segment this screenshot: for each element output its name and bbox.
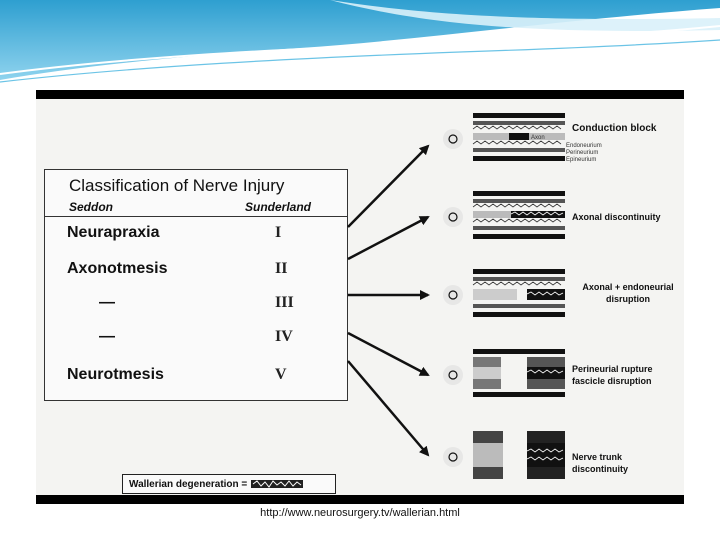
arrow-to-perineurial-rupture — [348, 333, 428, 375]
seddon-column-header: Seddon — [69, 200, 113, 214]
figure-frame — [36, 90, 684, 504]
seddon-grade: — — [99, 294, 115, 311]
seddon-grade: Axonotmesis — [67, 260, 168, 277]
source-url: http://www.neurosurgery.tv/wallerian.html — [260, 507, 460, 519]
arrow-to-conduction-block — [348, 146, 428, 227]
wallerian-legend-label: Wallerian degeneration = — [129, 478, 248, 490]
arrow-to-trunk-discontinuity — [348, 361, 428, 455]
seddon-grade: Neurapraxia — [67, 224, 160, 241]
nerve-stage-conduction-block — [431, 111, 571, 171]
sunderland-grade: II — [275, 260, 288, 277]
nerve-stage-endoneurial-disruption — [431, 267, 571, 327]
epineurium-label: Epineurium — [566, 157, 597, 163]
sunderland-grade: V — [275, 366, 287, 383]
sunderland-grade: IV — [275, 328, 293, 345]
stage-label-trunk-discontinuity: Nerve trunk discontinuity — [572, 452, 628, 474]
stage-label-endoneurial-disruption: Axonal + endoneurial disruption — [582, 282, 674, 304]
axon-label: Axon — [531, 135, 545, 141]
sunderland-grade: I — [275, 224, 282, 241]
perineurium-label: Perineurium — [566, 150, 599, 156]
endoneurium-label: Endoneurium — [566, 143, 602, 149]
nerve-stage-perineurial-rupture — [431, 347, 571, 407]
seddon-grade: Neurotmesis — [67, 366, 164, 383]
arrow-to-axonal-discontinuity — [348, 217, 428, 259]
nerve-stage-trunk-discontinuity — [431, 429, 571, 489]
sunderland-grade: III — [275, 294, 294, 311]
sunderland-column-header: Sunderland — [245, 200, 312, 214]
stage-label-axonal-discontinuity: Axonal discontinuity — [572, 212, 661, 222]
table-title: Classification of Nerve Injury — [69, 176, 285, 195]
stage-label-conduction-block: Conduction block — [572, 123, 657, 134]
nerve-stage-axonal-discontinuity — [431, 189, 571, 249]
slide-header-waves — [0, 0, 720, 90]
figure-panel — [36, 99, 684, 495]
seddon-grade: — — [99, 328, 115, 345]
stage-label-perineurial-rupture: Perineurial rupture fascicle disruption — [572, 364, 653, 386]
